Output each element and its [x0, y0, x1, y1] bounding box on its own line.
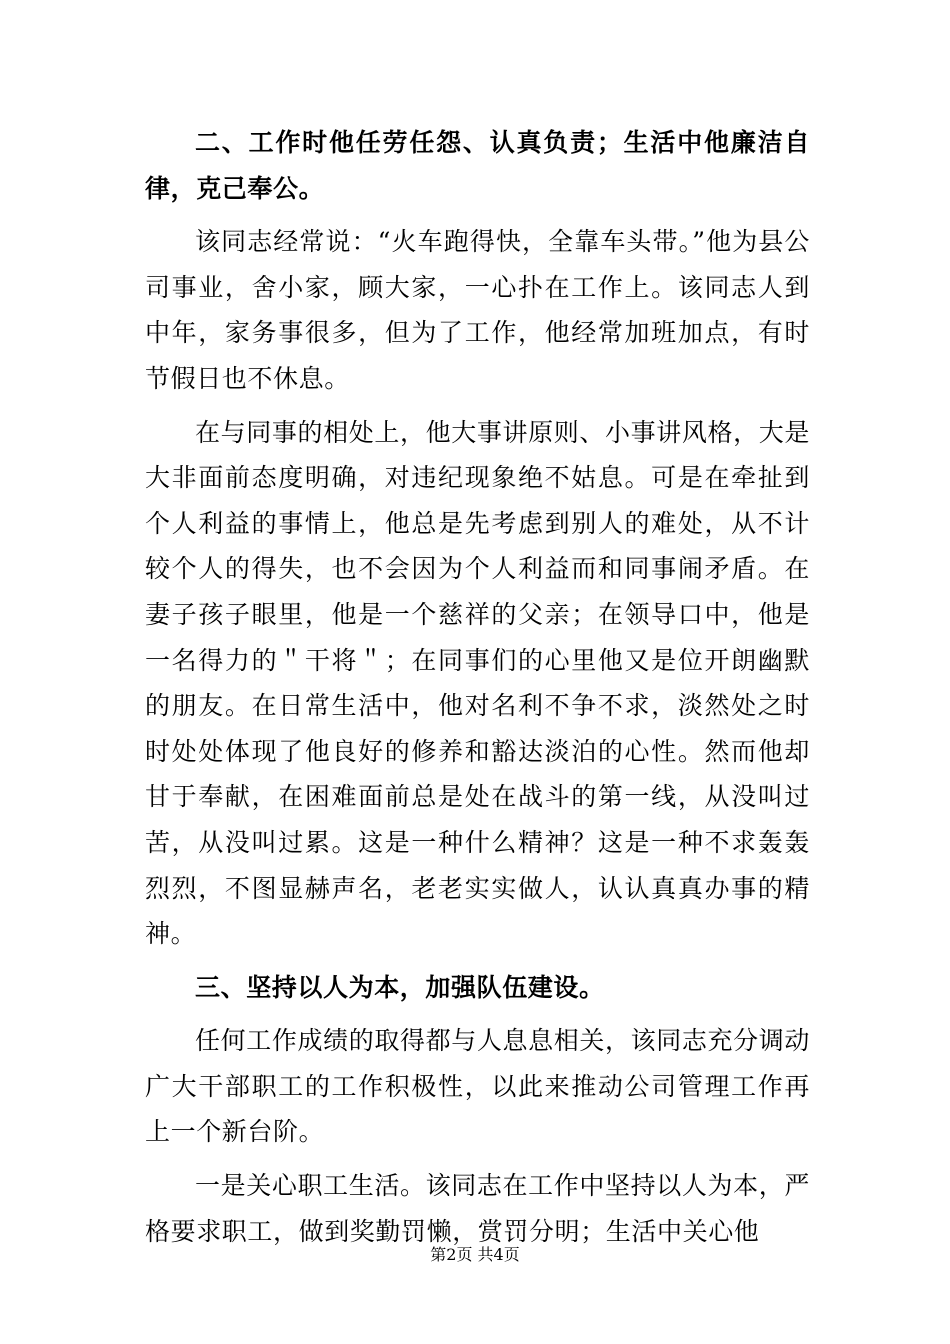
body-paragraph: 该同志经常说：“火车跑得快，全靠车头带。”他为县公司事业，舍小家，顾大家，一心扑在工作上。该同志人到中年，家务事很多，但为了工作，他经常加班加点，有时节假日也不休息。 [145, 227, 810, 393]
body-paragraph: 任何工作成绩的取得都与人息息相关，该同志充分调动广大干部职工的工作积极性，以此来推动公司管理工作再上一个新台阶。 [145, 1026, 810, 1147]
document-page [145, 120, 810, 1254]
page-number-footer: 第2页 共4页 [430, 1245, 520, 1264]
body-paragraph: 一是关心职工生活。该同志在工作中坚持以人为本，严格要求职工，做到奖勤罚懒，赏罚分明；生活中关心他 [145, 1171, 810, 1246]
body-paragraph: 在与同事的相处上，他大事讲原则、小事讲风格，大是大非面前态度明确，对违纪现象绝不姑息。可是在牵扯到个人利益的事情上，他总是先考虑到别人的难处，从不计较个人的得失，也不会因为个人利益而和同事闹矛盾。在妻子孩子眼里，他是一个慈祥的父亲；在领导口中，他是一名得力的＂干将＂；在同事们的心里他又是位开朗幽默的朋友。在日常生活中，他对名利不争不求，淡然处之时时处处体现了他良好的修养和豁达淡泊的心性。然而他却甘于奉献，在困难面前总是处在战斗的第一线，从没叫过苦，从没叫过累。这是一种什么精神？这是一种不求轰轰烈烈，不图显赫声名，老老实实做人，认认真真办事的精神。 [145, 417, 810, 949]
section-heading-3: 三、坚持以人为本，加强队伍建设。 [195, 972, 605, 1002]
section-heading-2: 二、工作时他任劳任怨、认真负责；生活中他廉洁自律，克己奉公。 [145, 128, 810, 203]
